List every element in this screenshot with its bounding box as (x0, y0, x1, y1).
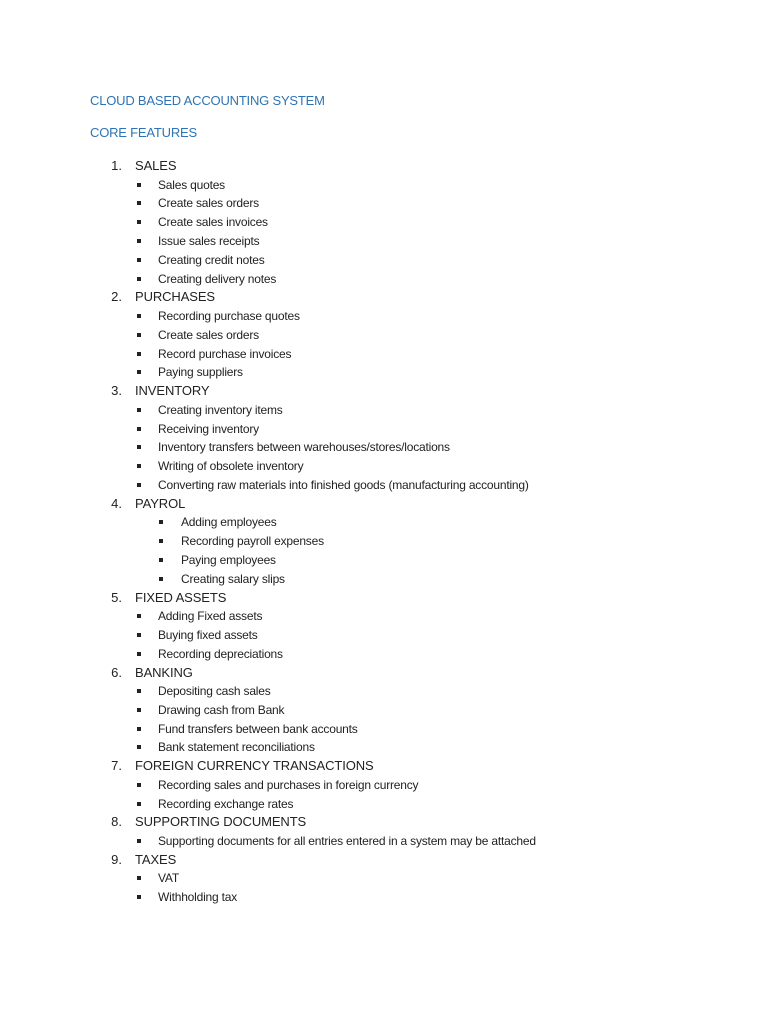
square-bullet-icon (137, 445, 141, 449)
list-item (0, 232, 768, 251)
list-item (0, 738, 768, 757)
list-item-text: Supporting documents for all entries entered in a system may be attached (158, 834, 536, 849)
section-label: FIXED ASSETS (135, 589, 227, 605)
square-bullet-icon (137, 633, 141, 637)
square-bullet-icon (159, 577, 163, 581)
square-bullet-icon (137, 689, 141, 693)
list-item (0, 888, 768, 907)
square-bullet-icon (137, 464, 141, 468)
section-number: 6. (111, 664, 122, 680)
list-item-text: Issue sales receipts (158, 233, 260, 248)
square-bullet-icon (137, 895, 141, 899)
list-item-text: Withholding tax (158, 890, 238, 905)
list-item (0, 626, 768, 645)
square-bullet-icon (137, 727, 141, 731)
list-item (0, 420, 768, 439)
list-section-4 (0, 495, 768, 514)
square-bullet-icon (137, 239, 141, 243)
list-item-text: Creating delivery notes (158, 271, 277, 286)
list-item-text: Adding employees (181, 515, 277, 530)
square-bullet-icon (159, 520, 163, 524)
section-number: 1. (111, 158, 122, 173)
square-bullet-icon (137, 745, 141, 749)
square-bullet-icon (137, 314, 141, 318)
list-item (0, 795, 768, 814)
section-number: 4. (111, 495, 122, 511)
list-item-text: Converting raw materials into finished goods (manufacturing accounting) (158, 477, 529, 492)
list-item (0, 682, 768, 701)
features-list (0, 157, 768, 907)
list-item-text: Fund transfers between bank accounts (158, 721, 358, 736)
section-number: 5. (111, 589, 122, 605)
square-bullet-icon (137, 483, 141, 487)
list-section-7 (0, 757, 768, 776)
list-item-text: Recording sales and purchases in foreign currency (158, 777, 419, 792)
list-item (0, 401, 768, 420)
list-item-text: Create sales invoices (158, 215, 268, 230)
list-item (0, 701, 768, 720)
list-item (0, 476, 768, 495)
list-item-text: Depositing cash sales (158, 684, 271, 699)
list-item (0, 251, 768, 270)
square-bullet-icon (137, 708, 141, 712)
list-item (0, 194, 768, 213)
square-bullet-icon (137, 839, 141, 843)
square-bullet-icon (137, 258, 141, 262)
list-section-5 (0, 589, 768, 608)
list-item (0, 345, 768, 364)
square-bullet-icon (137, 201, 141, 205)
list-item (0, 270, 768, 289)
list-item-text: Receiving inventory (158, 421, 259, 436)
list-item-text: Paying suppliers (158, 365, 243, 380)
list-item (0, 176, 768, 195)
section-label: TAXES (135, 851, 177, 867)
list-item-text: Bank statement reconciliations (158, 740, 315, 755)
list-section-2 (0, 288, 768, 307)
section-label: PURCHASES (135, 289, 216, 305)
square-bullet-icon (137, 802, 141, 806)
list-item-text: Creating credit notes (158, 252, 265, 267)
section-number: 8. (111, 814, 122, 830)
list-item (0, 307, 768, 326)
document-title: CLOUD BASED ACCOUNTING SYSTEM (90, 93, 325, 108)
list-item (0, 776, 768, 795)
square-bullet-icon (137, 876, 141, 880)
square-bullet-icon (159, 558, 163, 562)
section-label: SALES (135, 158, 177, 173)
list-item-text: Writing of obsolete inventory (158, 459, 304, 474)
list-item-text: Drawing cash from Bank (158, 702, 285, 717)
list-item-text: Create sales orders (158, 327, 259, 342)
list-item-text: Adding Fixed assets (158, 609, 263, 624)
list-item (0, 513, 768, 532)
list-item-text: Record purchase invoices (158, 346, 292, 361)
list-item-text: Paying employees (181, 552, 276, 567)
section-label: PAYROL (135, 495, 186, 511)
section-number: 9. (111, 851, 122, 867)
list-item-text: Create sales orders (158, 196, 259, 211)
section-number: 2. (111, 289, 122, 305)
list-item (0, 326, 768, 345)
section-label: FOREIGN CURRENCY TRANSACTIONS (135, 758, 374, 774)
square-bullet-icon (137, 652, 141, 656)
list-item (0, 551, 768, 570)
list-section-9 (0, 851, 768, 870)
list-item-text: Creating inventory items (158, 402, 283, 417)
list-item (0, 720, 768, 739)
section-number: 7. (111, 758, 122, 774)
list-item (0, 869, 768, 888)
list-item (0, 532, 768, 551)
square-bullet-icon (137, 408, 141, 412)
square-bullet-icon (137, 614, 141, 618)
list-section-8 (0, 813, 768, 832)
list-section-3 (0, 382, 768, 401)
section-number: 3. (111, 383, 122, 399)
list-item (0, 607, 768, 626)
list-item (0, 645, 768, 664)
list-section-1 (0, 157, 768, 176)
square-bullet-icon (137, 333, 141, 337)
list-item (0, 457, 768, 476)
list-item (0, 570, 768, 589)
list-item-text: VAT (158, 871, 179, 886)
square-bullet-icon (137, 783, 141, 787)
list-item-text: Recording exchange rates (158, 796, 294, 811)
section-label: SUPPORTING DOCUMENTS (135, 814, 307, 830)
square-bullet-icon (137, 352, 141, 356)
list-item (0, 363, 768, 382)
list-section-6 (0, 664, 768, 683)
list-item (0, 832, 768, 851)
list-item-text: Sales quotes (158, 177, 225, 192)
list-item (0, 213, 768, 232)
square-bullet-icon (137, 427, 141, 431)
square-bullet-icon (137, 277, 141, 281)
list-item-text: Recording payroll expenses (181, 534, 324, 549)
section-label: INVENTORY (135, 383, 210, 399)
list-item-text: Creating salary slips (181, 571, 285, 586)
section-label: BANKING (135, 664, 193, 680)
square-bullet-icon (159, 539, 163, 543)
list-item-text: Recording depreciations (158, 646, 283, 661)
square-bullet-icon (137, 183, 141, 187)
list-item (0, 438, 768, 457)
list-item-text: Buying fixed assets (158, 627, 258, 642)
list-item-text: Recording purchase quotes (158, 308, 300, 323)
square-bullet-icon (137, 370, 141, 374)
list-item-text: Inventory transfers between warehouses/stores/locations (158, 440, 450, 455)
square-bullet-icon (137, 220, 141, 224)
section-heading: CORE FEATURES (90, 125, 197, 140)
